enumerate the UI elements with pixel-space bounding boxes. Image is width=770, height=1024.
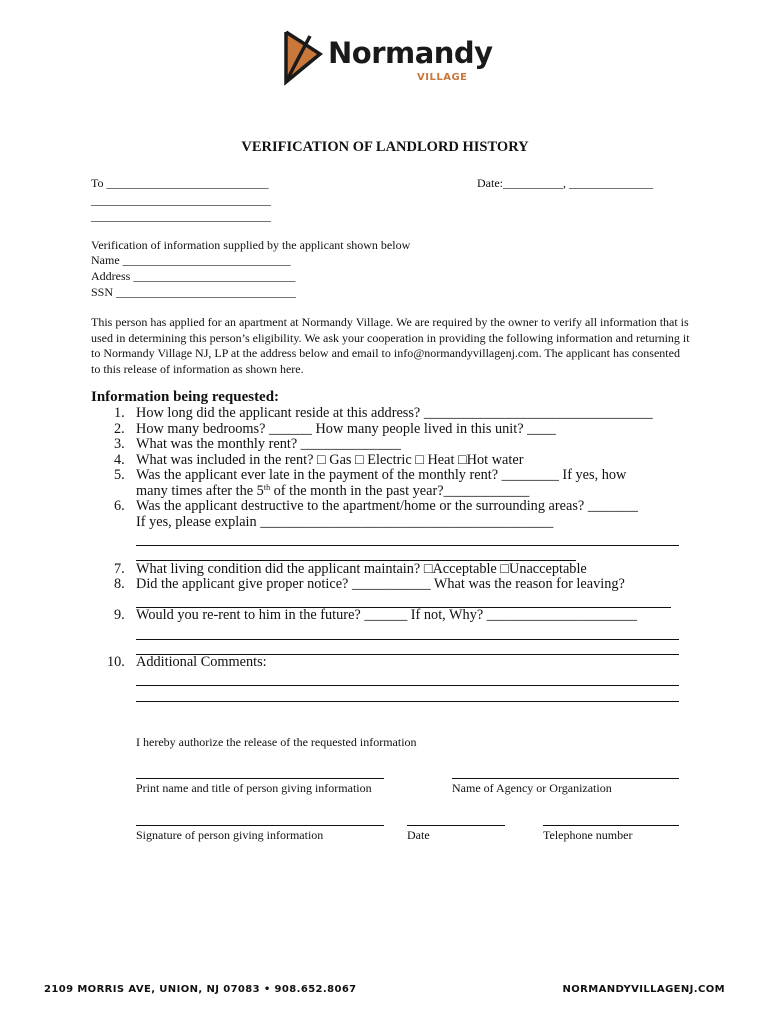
question-5-text: many times after the 5 bbox=[136, 483, 264, 499]
telephone-line bbox=[543, 825, 679, 826]
question-10: Additional Comments: bbox=[136, 654, 267, 670]
address-field: Address ___________________________ bbox=[91, 269, 296, 283]
question-5-text-end: of the month in the past year?____________ bbox=[270, 483, 530, 499]
document-title: VERIFICATION OF LANDLORD HISTORY bbox=[241, 139, 529, 155]
question-number: 10. bbox=[107, 654, 125, 670]
authorization-text: I hereby authorize the release of the requested information bbox=[136, 735, 417, 749]
to-line-2: ______________________________ bbox=[91, 193, 271, 207]
question-8: Did the applicant give proper notice? ___________ What was the reason for leaving? bbox=[136, 576, 625, 592]
question-number: 8. bbox=[114, 576, 125, 592]
question-number: 2. bbox=[114, 421, 125, 437]
agency-label: Name of Agency or Organization bbox=[452, 781, 612, 795]
telephone-label: Telephone number bbox=[543, 828, 633, 842]
date-label: Date bbox=[407, 828, 430, 842]
date-line bbox=[407, 825, 505, 826]
question-number: 3. bbox=[114, 436, 125, 452]
question-6: Was the applicant destructive to the apartment/home or the surrounding areas? _______ bbox=[136, 498, 638, 514]
question-number: 7. bbox=[114, 561, 125, 577]
ssn-field: SSN ______________________________ bbox=[91, 285, 297, 299]
section-heading: Information being requested: bbox=[91, 389, 280, 405]
to-field: To ___________________________ bbox=[91, 176, 269, 190]
print-name-line bbox=[136, 778, 384, 779]
answer-line bbox=[136, 701, 679, 702]
question-number: 1. bbox=[114, 405, 125, 421]
question-1: How long did the applicant reside at this address? ________________________________ bbox=[136, 405, 653, 421]
question-number: 5. bbox=[114, 467, 125, 483]
answer-line bbox=[136, 685, 679, 686]
logo-name: Normandy bbox=[328, 36, 493, 70]
consent-paragraph: This person has applied for an apartment at Normandy Village. We are required by the owner to verify all information that is used in determining this person’s eligibility. We ask your cooperation in providing the following information and returning it to Normandy Village NJ, LP at the address below and email to info@normandyvillagenj.com. The applicant has consented to this release of information as shown here. bbox=[91, 315, 690, 376]
agency-line bbox=[452, 778, 679, 779]
ordinal-suffix: th bbox=[263, 483, 271, 492]
signature-line bbox=[136, 825, 384, 826]
question-5: Was the applicant ever late in the payment of the monthly rent? ________ If yes, how bbox=[136, 467, 627, 483]
question-2: How many bedrooms? ______ How many people lived in this unit? ____ bbox=[136, 421, 556, 437]
answer-line bbox=[136, 545, 679, 546]
to-line-3: ______________________________ bbox=[91, 209, 271, 223]
logo-subtitle: VILLAGE bbox=[417, 72, 468, 83]
normandy-village-logo bbox=[280, 28, 493, 88]
date-field: Date:__________, ______________ bbox=[477, 176, 653, 190]
signature-label: Signature of person giving information bbox=[136, 828, 324, 842]
name-field: Name ____________________________ bbox=[91, 253, 291, 267]
question-6-continued: If yes, please explain _________________________________________ bbox=[136, 514, 554, 530]
question-number: 4. bbox=[114, 452, 125, 468]
footer-website: NORMANDYVILLAGENJ.COM bbox=[562, 984, 725, 995]
print-name-label: Print name and title of person giving information bbox=[136, 781, 372, 795]
question-9: Would you re-rent to him in the future? ______ If not, Why? _____________________ bbox=[136, 607, 637, 623]
question-7: What living condition did the applicant maintain? □Acceptable □Unacceptable bbox=[136, 561, 587, 577]
question-4: What was included in the rent? □ Gas □ Electric □ Heat □Hot water bbox=[136, 452, 524, 468]
question-number: 6. bbox=[114, 498, 125, 514]
question-3: What was the monthly rent? ______________ bbox=[136, 436, 401, 452]
intro-text: Verification of information supplied by the applicant shown below bbox=[91, 238, 411, 252]
answer-line bbox=[136, 639, 679, 640]
question-number: 9. bbox=[114, 607, 125, 623]
footer-address: 2109 MORRIS AVE, UNION, NJ 07083 • 908.652.8067 bbox=[44, 984, 357, 995]
